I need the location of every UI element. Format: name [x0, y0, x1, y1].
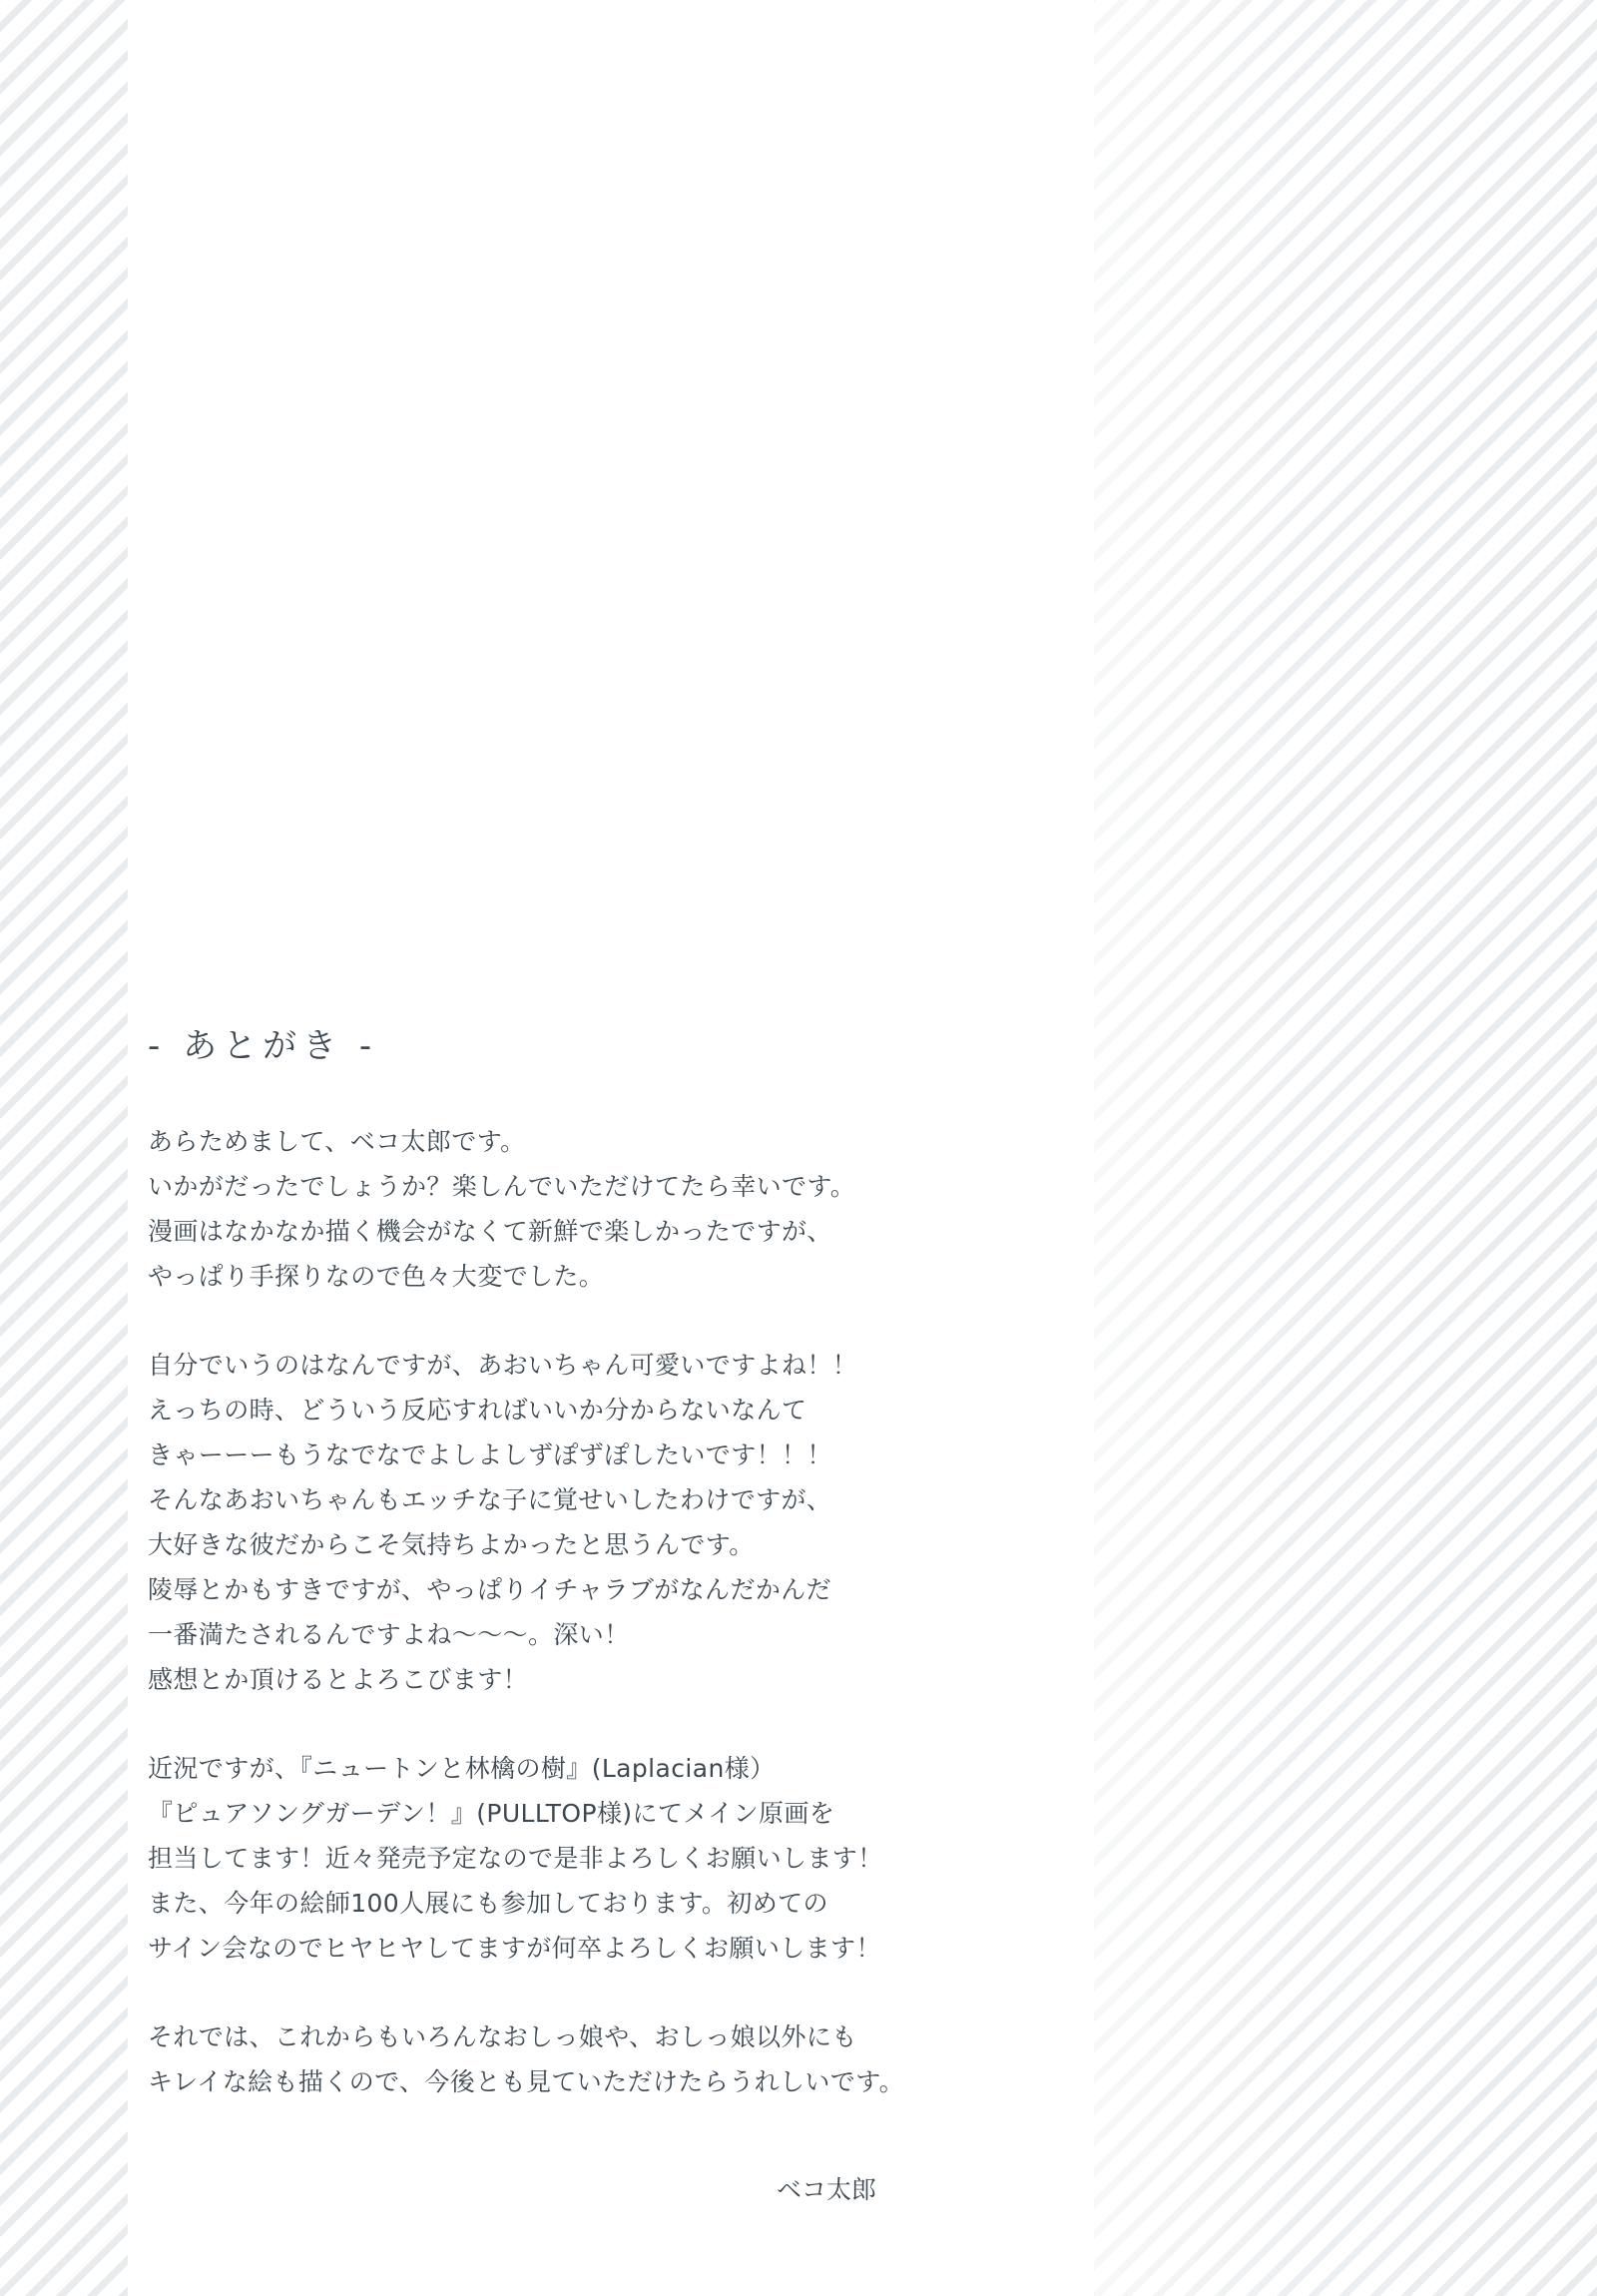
paragraph-line: キレイな絵も描くので、今後とも見ていただけたらうれしいです。 — [148, 2067, 905, 2096]
paragraph-line: それでは、これからもいろんなおしっ娘や、おしっ娘以外にも — [148, 2022, 857, 2051]
paragraph-2 — [148, 1343, 1086, 1702]
paragraph-line: いかがだったでしょうか？楽しんでいただけてたら幸いです。 — [148, 1172, 856, 1201]
paragraph-4 — [148, 2014, 1086, 2104]
paragraph-line: 感想とか頂けるとよろこびます！ — [148, 1665, 529, 1694]
paragraph-line: 陵辱とかもすきですが、やっぱりイチャラブがなんだかんだ — [148, 1575, 832, 1604]
paragraph-line: きゃーーーもうなでなでよしよしずぽずぽしたいです！！！ — [148, 1440, 832, 1469]
afterword-content — [148, 1018, 1086, 2206]
paragraph-line: あらためまして、ベコ太郎です。 — [148, 1127, 526, 1156]
paragraph-line: 担当してます！近々発売予定なので是非よろしくお願いします！ — [148, 1844, 883, 1873]
paragraph-line: 『ピュアソングガーデン！』(PULLTOP様)にてメイン原画を — [148, 1799, 835, 1828]
paragraph-line: 自分でいうのはなんですが、あおいちゃん可愛いですよね！！ — [148, 1351, 858, 1380]
right-stripe-band — [1094, 0, 1597, 2296]
paragraph-1 — [148, 1119, 1086, 1299]
paragraph-line: 漫画はなかなか描く機会がなくて新鮮で楽しかったですが、 — [148, 1217, 832, 1246]
page-title: - あとがき - — [148, 1026, 378, 1066]
paragraph-3 — [148, 1746, 1086, 1971]
paragraph-line: サイン会なのでヒヤヒヤしてますが何卒よろしくお願いします！ — [148, 1934, 881, 1963]
paragraph-line: 一番満たされるんですよね～～～。深い！ — [148, 1620, 630, 1649]
paragraph-line: 近況ですが、『ニュートンと林檎の樹』(Laplacian様） — [148, 1754, 776, 1783]
paragraph-line: えっちの時、どういう反応すればいいか分からないなんて — [148, 1396, 807, 1425]
author-signature: ベコ太郎 — [776, 2175, 876, 2204]
left-stripe-band — [0, 0, 128, 2296]
paragraph-line: そんなあおいちゃんもエッチな子に覚せいしたわけですが、 — [148, 1485, 832, 1514]
paragraph-line: また、今年の絵師100人展にも参加しております。初めての — [148, 1889, 828, 1918]
paragraph-line: やっぱり手探りなので色々大変でした。 — [148, 1262, 605, 1291]
paragraph-line: 大好きな彼だからこそ気持ちよかったと思うんです。 — [148, 1530, 755, 1559]
